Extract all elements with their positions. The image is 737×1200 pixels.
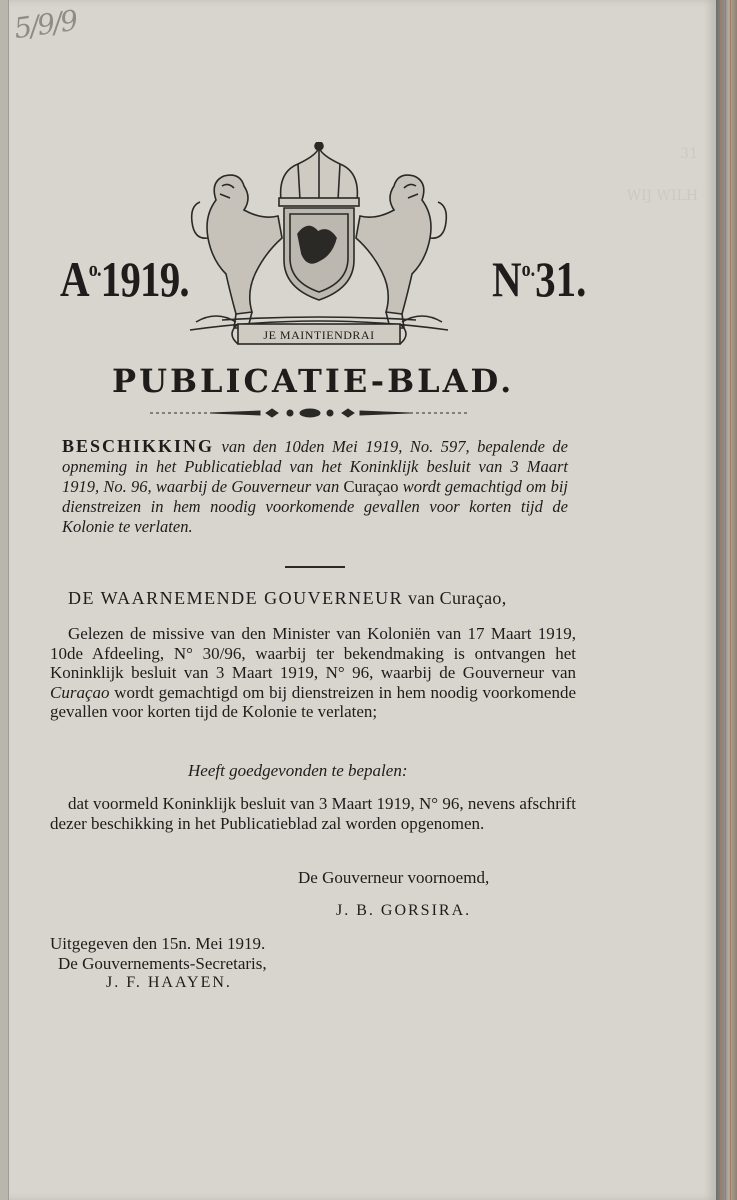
governor-heading: DE WAARNEMENDE GOUVERNEUR van Curaçao, xyxy=(68,588,507,608)
ornamental-divider-icon xyxy=(150,402,470,424)
handwritten-mark: 5/9/9 xyxy=(12,3,79,46)
resolution-line: Heeft goedgevonden te bepalen: xyxy=(188,761,408,780)
signature-line: De Gouverneur voornoemd, xyxy=(298,868,490,887)
bleed-through-text: WIJ WILH xyxy=(626,188,698,204)
binding-edge xyxy=(0,0,9,1200)
issued-name: J. F. HAAYEN. xyxy=(106,974,232,992)
section-divider xyxy=(285,566,345,568)
decree-text: wordt gemachtigd om bij dienstreizen in hem noodig voorkomende gevallen voor korten tijd de Kolonie te verlaten. xyxy=(62,477,573,536)
year-label: $A^{o.}1919$. xyxy=(60,251,189,307)
publication-title: PUBLICATIE-BLAD. xyxy=(112,362,515,400)
decree-summary xyxy=(62,436,573,537)
page-stack-edge xyxy=(716,0,737,1200)
issued-date: Uitgegeven den 15n. Mei 1919. xyxy=(50,934,266,953)
body-paragraph: dat voormeld Koninklijk besluit van 3 Maart 1919, N° 96, nevens afschrift dezer beschikking in het Publicatieblad zal worden opgenomen. xyxy=(50,794,581,833)
coat-of-arms-icon xyxy=(186,142,452,350)
body-paragraph: Gelezen de missive van den Minister van Koloniën van 17 Maart 1919, 10de Afdeeling, N° 30/96, waarbij ter bekendmaking is ontvangen het Koninklijk besluit van 3 Maart 1919, N° 96, waarbij de Gouverneur van Curaçao wordt gemachtigd om bij dienstreizen in hem noodig voorkomende gevallen voor korten tijd de Kolonie te verlaten; xyxy=(50,624,581,722)
issued-block xyxy=(50,934,267,993)
issued-title: De Gouvernements-Secretaris, xyxy=(58,953,267,973)
decree-lead: BESCHIKKING xyxy=(62,436,215,456)
bleed-through-text: 31 xyxy=(680,146,698,162)
decree-place: Curaçao xyxy=(343,477,399,496)
decree-text: van den 10den Mei 1919, No. 597, bepalende de opneming in het Publicatieblad van het Koninklijk besluit van 3 Maart 1919, No. 96, waarbij de Gouverneur van xyxy=(62,437,573,496)
svg-text:JE MAINTIENDRAI: JE MAINTIENDRAI xyxy=(263,328,375,342)
signature-name: J. B. GORSIRA. xyxy=(336,902,472,919)
number-label: $N^{o.}31$. xyxy=(492,251,587,307)
